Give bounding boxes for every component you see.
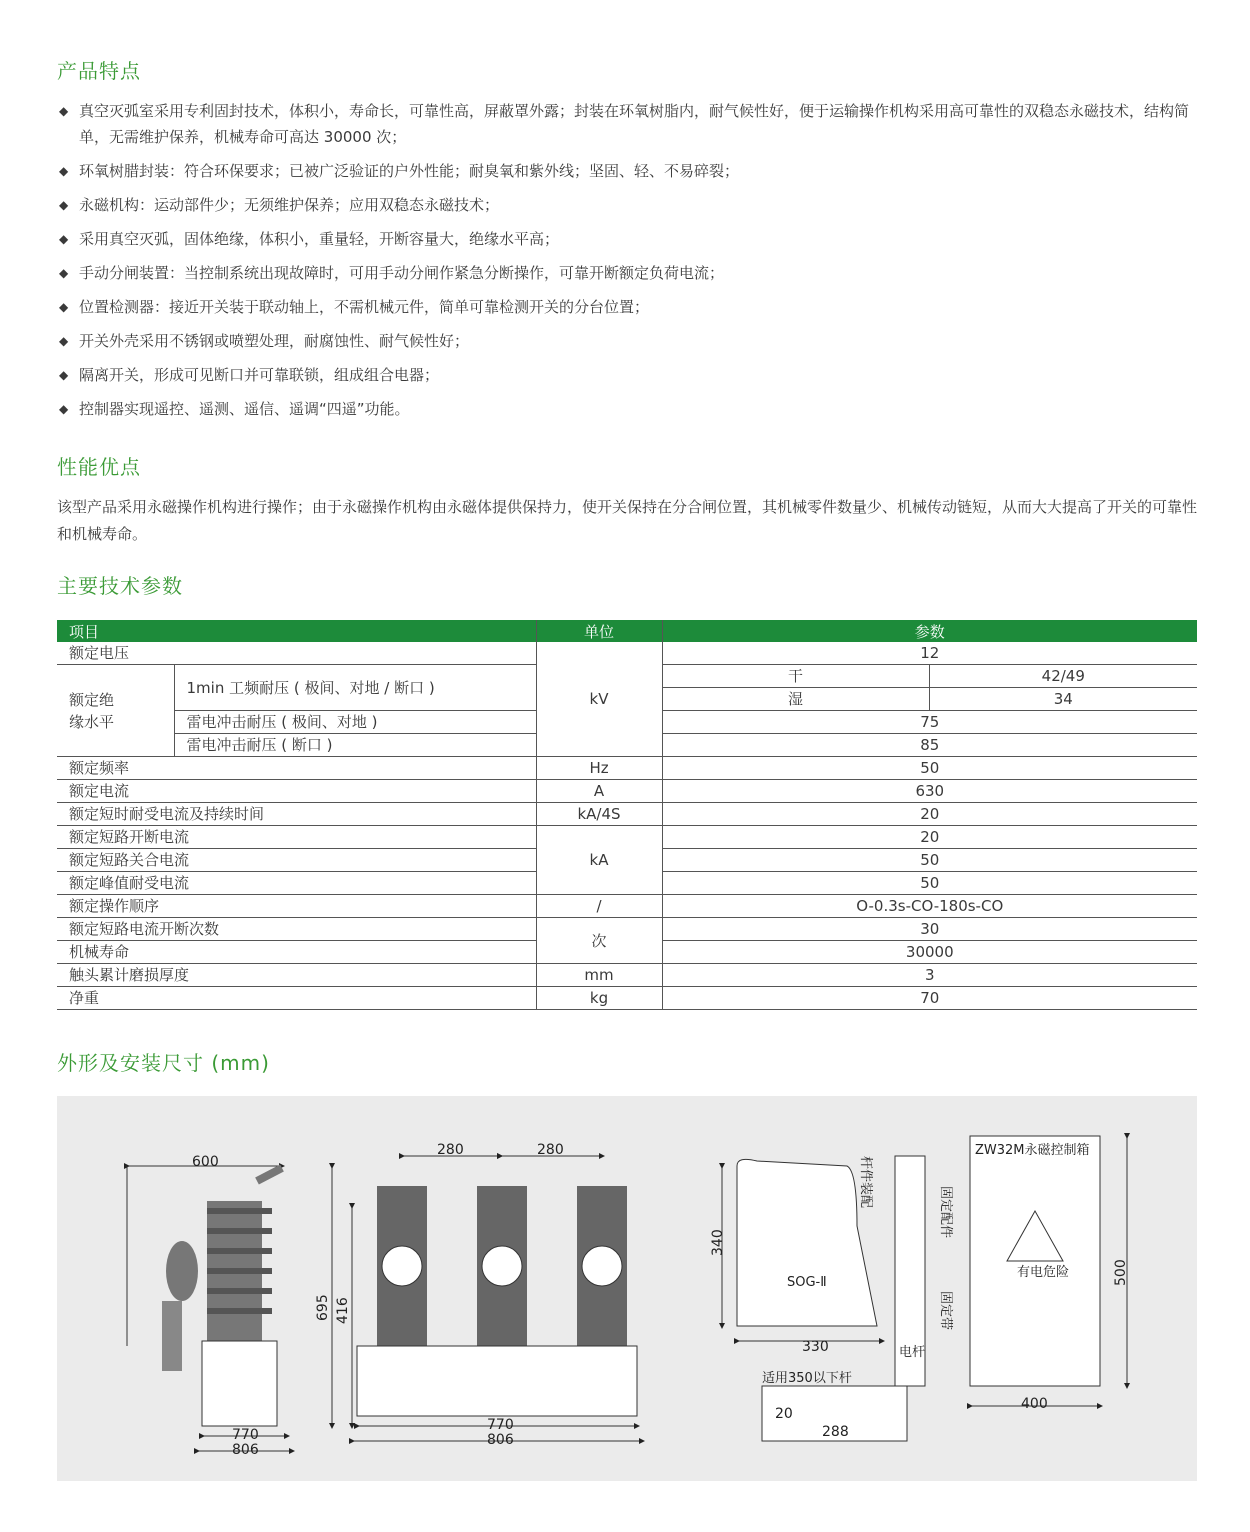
dim-text: 400 — [1021, 1396, 1048, 1412]
bullet-icon: ◆ — [59, 334, 69, 348]
header-unit: 单位 — [536, 620, 662, 642]
bullet-icon: ◆ — [59, 300, 69, 314]
list-item: ◆ 真空灭弧室采用专利固封技术，体积小，寿命长，可靠性高，屏蔽罩外露；封装在环氧树脂内，耐气候性好，便于运输操作机构采用高可靠性的双稳态永磁技术，结构简单，无需维护保养，机械寿命可高达 30000 次； — [57, 98, 1202, 150]
table-row: 额定短路电流开断次数 次 30 — [57, 918, 1197, 941]
list-item: ◆ 永磁机构：运动部件少；无须维护保养；应用双稳态永磁技术； — [57, 192, 1202, 218]
bullet-icon: ◆ — [59, 232, 69, 246]
bullet-icon: ◆ — [59, 402, 69, 416]
list-item: ◆ 位置检测器：接近开关装于联动轴上，不需机械元件，简单可靠检测开关的分台位置； — [57, 294, 1202, 320]
spec-table — [57, 620, 1197, 1010]
table-row: 额定操作顺序 / O-0.3s-CO-180s-CO — [57, 895, 1197, 918]
fixed-part-label: 固定配件 — [938, 1186, 953, 1239]
table-row: 湿 34 — [57, 688, 1197, 711]
features-list — [57, 98, 1202, 430]
dim-text: 330 — [802, 1339, 829, 1355]
front-view — [332, 1156, 642, 1441]
dims-title: 外形及安装尺寸 (mm) — [57, 1051, 270, 1075]
table-row: 额定电流 A 630 — [57, 780, 1197, 803]
insulation-label: 额定绝 缘水平 — [57, 665, 174, 757]
bullet-icon: ◆ — [59, 266, 69, 280]
list-item: ◆ 环氧树腊封装：符合环保要求；已被广泛验证的户外性能；耐臭氧和紫外线；坚固、轻、不易碎裂； — [57, 158, 1202, 184]
bullet-icon: ◆ — [59, 368, 69, 382]
table-row: 额定短时耐受电流及持续时间 kA/4S 20 — [57, 803, 1197, 826]
dim-text: 416 — [335, 1297, 351, 1324]
fixed-band-label: 固定带 — [938, 1291, 953, 1331]
dim-text: 340 — [710, 1229, 726, 1256]
drawing-svg — [57, 1096, 1197, 1481]
dim-text: 500 — [1113, 1259, 1129, 1286]
list-item: ◆ 控制器实现遥控、遥测、遥信、遥调“四遥”功能。 — [57, 396, 1202, 422]
sog-label: SOG-Ⅱ — [787, 1275, 827, 1290]
table-row: 额定短路开断电流 kA 20 — [57, 826, 1197, 849]
body-box — [202, 1341, 277, 1426]
clamp-note: 适用350以下杆 — [762, 1371, 852, 1386]
features-title: 产品特点 — [57, 59, 141, 83]
base-frame — [357, 1346, 637, 1416]
unit-kv: kV — [536, 642, 662, 757]
advantages-text: 该型产品采用永磁操作机构进行操作；由于永磁操作机构由永磁体提供保持力，使开关保持在分合闸位置，其机械零件数量少、机械传动链短，从而大大提高了开关的可靠性和机械寿命。 — [57, 498, 1198, 543]
dim-text: 806 — [232, 1442, 259, 1458]
dimension-drawing — [57, 1096, 1197, 1481]
dim-text: 770 — [487, 1417, 514, 1433]
table-row: 机械寿命 30000 — [57, 941, 1197, 964]
table-header — [57, 620, 1197, 642]
table-row: 额定短路关合电流 50 — [57, 849, 1197, 872]
list-item: ◆ 开关外壳采用不锈钢或喷塑处理，耐腐蚀性、耐气候性好； — [57, 328, 1202, 354]
bullet-icon: ◆ — [59, 198, 69, 212]
pole-fit-label: 杆件装配 — [858, 1156, 873, 1209]
dim-text: 280 — [537, 1142, 564, 1158]
table-row: 额定绝 缘水平 1min 工频耐压 ( 极间、对地 / 断口 ) 干 42/49 — [57, 665, 1197, 688]
dim-text: 770 — [232, 1427, 259, 1443]
box-title: ZW32M永磁控制箱 — [975, 1143, 1090, 1158]
pole-label: 电杆 — [899, 1345, 926, 1360]
dim-text: 695 — [315, 1294, 331, 1321]
params-title: 主要技术参数 — [57, 574, 183, 598]
sog-view — [722, 1136, 1127, 1441]
bullet-icon: ◆ — [59, 104, 69, 118]
table-row: 额定电压 kV 12 — [57, 642, 1197, 665]
list-item: ◆ 隔离开关，形成可见断口并可靠联锁，组成组合电器； — [57, 362, 1202, 388]
list-item: ◆ 采用真空灭弧，固体绝缘，体积小，重量轻，开断容量大，绝缘水平高； — [57, 226, 1202, 252]
table-row: 触头累计磨损厚度 mm 3 — [57, 964, 1197, 987]
side-view — [127, 1166, 292, 1451]
dim-text: 600 — [192, 1154, 219, 1170]
table-row: 额定峰值耐受电流 50 — [57, 872, 1197, 895]
table-row: 雷电冲击耐压 ( 极间、对地 ) 75 — [57, 711, 1197, 734]
dim-text: 806 — [487, 1432, 514, 1448]
box-warning: 有电危险 — [1017, 1265, 1070, 1280]
table-row: 雷电冲击耐压 ( 断口 ) 85 — [57, 734, 1197, 757]
header-param: 参数 — [662, 620, 1197, 642]
list-item: ◆ 手动分闸装置：当控制系统出现故障时，可用手动分闸作紧急分断操作，可靠开断额定负荷电流； — [57, 260, 1202, 286]
advantages-title: 性能优点 — [57, 455, 141, 479]
bullet-icon: ◆ — [59, 164, 69, 178]
dim-text: 288 — [822, 1424, 849, 1440]
dim-text: 280 — [437, 1142, 464, 1158]
dim-text: 20 — [775, 1406, 793, 1422]
table-row: 净重 kg 70 — [57, 987, 1197, 1010]
header-item: 项目 — [57, 620, 536, 642]
table-row: 额定频率 Hz 50 — [57, 757, 1197, 780]
